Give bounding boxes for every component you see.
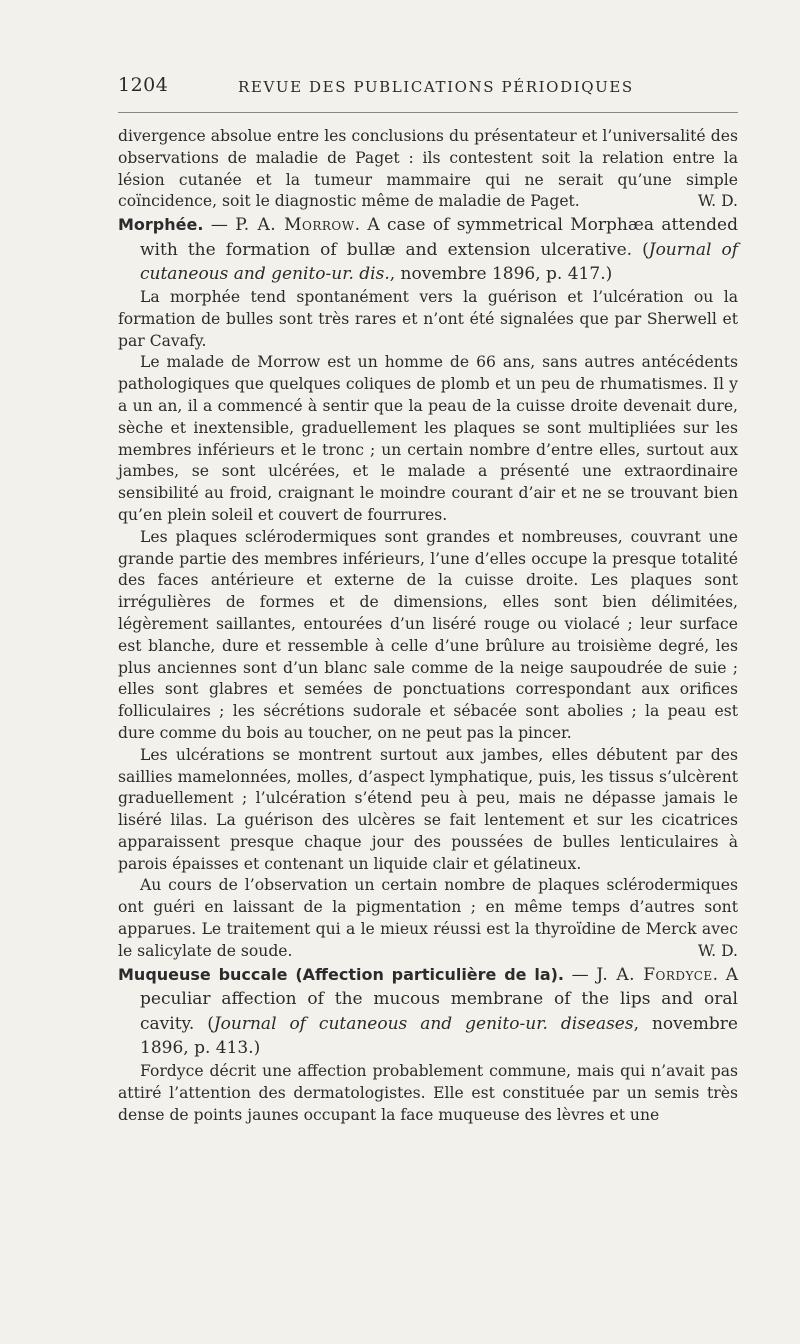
paragraph: Fordyce décrit une affection probablement commune, mais qui n’avait pas attiré l’attention des dermatologistes. Elle est constituée par un semis très dense de points jaunes occupant la face muqueuse des lèvres et une — [118, 1062, 738, 1124]
signature: W. D. — [697, 192, 738, 211]
paragraph-last: Au cours de l’observation un certain nombre de plaques sclérodermiques ont guéri en laissant de la pigmentation ; en même temps d’autres sont apparues. Le traitement qui a le mieux réussi est la thyroïdine de Merck avec le salicylate de soude. W. D. — [118, 875, 738, 962]
entry-keyword: Muqueuse buccale (Affection particulière de la). — [118, 964, 565, 984]
page-number: 1204 — [118, 74, 169, 96]
continued-paragraph: divergence absolue entre les conclusions du présentateur et l’universalité des observations de maladie de Paget : ils contestent soit la relation entre la lésion cutanée et la tumeur mammaire qui ne serait qu’une simple coïncidence, soit le diagnostic même de maladie de Paget. W. D. — [118, 126, 738, 213]
paragraph: Les ulcérations se montrent surtout aux jambes, elles débutent par des saillies mamelonnées, molles, d’aspect lymphatique, puis, les tissus s’ulcèrent graduellement ; l’ulcération s’étend peu à peu, mais ne dépasse jamais le liséré lilas. La guérison des ulcères se fait lentement et sur les cicatrices apparaissent presque chaque jour des poussées de bulles lenticulaires à parois épaisses et contenant un liquide clair et gélatineux. — [118, 745, 738, 873]
page-header — [118, 74, 738, 104]
paragraph: Le malade de Morrow est un homme de 66 ans, sans autres antécédents pathologiques que quelques coliques de plomb et un peu de rhumatismes. Il y a un an, il a commencé à sentir que la peau de la cuisse droite devenait dure, sèche et inextensible, graduellement les plaques se sont multipliées sur les membres inférieurs et le tronc ; un certain nombre d’entre elles, surtout aux jambes, se sont ulcérées, et le malade a présenté une extraordinaire sensibilité au froid, craignant le moindre courant d’air et ne se trouvant bien qu’en plein soleil et couvert de fourrures. — [118, 353, 738, 524]
journal-title: Journal of cutaneous and genito-ur. dis. — [140, 239, 738, 285]
paragraph: Les plaques sclérodermiques sont grandes et nombreuses, couvrant une grande partie des membres inférieurs, l’une d’elles occupe la presque totalité des faces antérieure et externe de la cuisse droite. Les plaques sont irrégulières de formes et de dimensions, elles sont bien délimitées, légèrement saillantes, entourées d’un liséré rouge ou violacé ; leur surface est blanche, dure et ressemble à celle d’une brûlure au troisième degré, les plus anciennes sont d’un blanc sale comme de la neige saupoudrée de suie ; elles sont glabres et semées de ponctuations correspondant aux orifices folliculaires ; les sécrétions sudorale et sébacée sont abolies ; la peau est dure comme du bois au toucher, on ne peut pas la pincer. — [118, 527, 738, 742]
entry-heading-muqueuse: Muqueuse buccale (Affection particulière de la). — J. A. Fordyce. A peculiar affection of the mucous membrane of the lips and oral cavity. (Journal of cutaneous and genito-ur. diseases, novembre 1896, p. 413.) — [118, 964, 738, 1059]
entry-heading-morphee: Morphée. — P. A. Morrow. A case of symmetrical Morphæa attended with the formation of bullæ and extension ulcerative. (Journal of cutaneous and genito-ur. dis., novembre 1896, p. 417.) — [118, 215, 738, 285]
entry-keyword: Morphée. — [118, 215, 204, 235]
signature: W. D. — [697, 941, 738, 960]
entry-author: J. A. Fordyce — [596, 964, 713, 985]
running-title: REVUE DES PUBLICATIONS PÉRIODIQUES — [238, 78, 634, 96]
paragraph: La morphée tend spontanément vers la guérison et l’ulcération ou la formation de bulles sont très rares et n’ont été signalées que par Sherwell et par Cavafy. — [118, 287, 738, 350]
header-rule — [118, 112, 738, 113]
entry-author: P. A. Morrow — [235, 215, 355, 236]
body-text — [118, 126, 738, 1126]
journal-title: Journal of cutaneous and genito-ur. diseases — [213, 1013, 634, 1034]
